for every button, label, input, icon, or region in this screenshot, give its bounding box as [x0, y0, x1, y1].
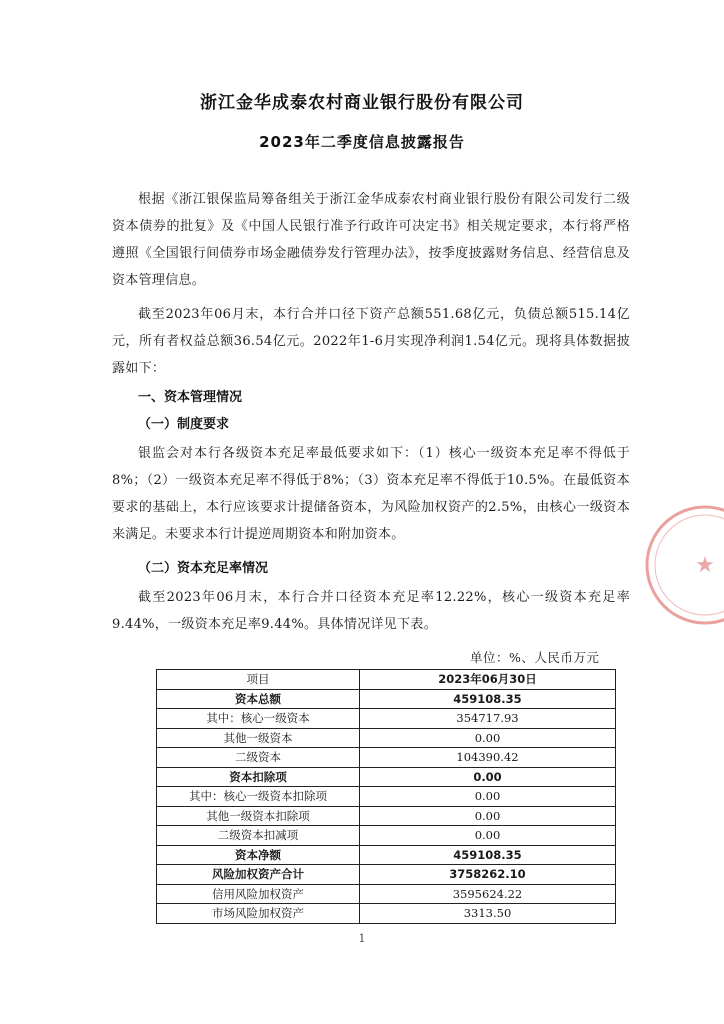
row-label: 二级资本扣减项	[157, 826, 360, 846]
table-row	[157, 748, 616, 768]
row-value: 0.00	[360, 787, 616, 807]
page-number: 1	[358, 932, 366, 945]
row-label: 资本总额	[157, 689, 360, 709]
row-label: 二级资本	[157, 748, 360, 768]
subsection-heading-requirements: （一）制度要求	[138, 417, 230, 432]
requirements-paragraph: 银监会对本行各级资本充足率最低要求如下：（1）核心一级资本充足率不得低于8%；（2）一级资本充足率不得低于8%；（3）资本充足率不得低于10.5%。在最低资本要求的基础上，本行应该要求计提储备资本，为风险加权资产的2.5%，由核心一级资本来满足。未要求本行计提逆周期资本和附加资本。	[112, 446, 630, 542]
row-value: 3595624.22	[360, 884, 616, 904]
row-label: 其中：核心一级资本	[157, 709, 360, 729]
document-title: 浙江金华成泰农村商业银行股份有限公司	[200, 93, 524, 113]
table-row	[157, 728, 616, 748]
row-value: 104390.42	[360, 748, 616, 768]
table-header-cell: 2023年06月30日	[360, 670, 616, 690]
row-label: 资本扣除项	[157, 767, 360, 787]
table-row	[157, 806, 616, 826]
table-row	[157, 787, 616, 807]
svg-text:★: ★	[695, 553, 715, 578]
subsection-heading-adequacy: （二）资本充足率情况	[138, 561, 269, 576]
table-row	[157, 767, 616, 787]
row-label: 信用风险加权资产	[157, 884, 360, 904]
adequacy-paragraph: 截至2023年06月末，本行合并口径资本充足率12.22%，核心一级资本充足率9.44%，一级资本充足率9.44%。具体情况详见下表。	[112, 590, 630, 632]
row-label: 市场风险加权资产	[157, 904, 360, 924]
table-header-cell: 项目	[157, 670, 360, 690]
unit-note: 单位：%、人民币万元	[470, 650, 600, 665]
table-row	[157, 689, 616, 709]
section-heading-capital-management: 一、资本管理情况	[138, 390, 243, 405]
row-value: 0.00	[360, 826, 616, 846]
row-label: 资本净额	[157, 845, 360, 865]
table-row	[157, 865, 616, 885]
row-label: 其中：核心一级资本扣除项	[157, 787, 360, 807]
intro-paragraph: 根据《浙江银保监局筹备组关于浙江金华成泰农村商业银行股份有限公司发行二级资本债券的批复》及《中国人民银行准予行政许可决定书》相关规定要求，本行将严格遵照《全国银行间债券市场金融债券发行管理办法》，按季度披露财务信息、经营信息及资本管理信息。	[112, 192, 630, 288]
row-value: 3313.50	[360, 904, 616, 924]
row-value: 0.00	[360, 767, 616, 787]
document-subtitle: 2023年二季度信息披露报告	[259, 133, 465, 151]
row-value: 459108.35	[360, 845, 616, 865]
table-row	[157, 884, 616, 904]
row-label: 风险加权资产合计	[157, 865, 360, 885]
table-row	[157, 904, 616, 924]
row-value: 459108.35	[360, 689, 616, 709]
table-row	[157, 826, 616, 846]
row-value: 354717.93	[360, 709, 616, 729]
row-label: 其他一级资本扣除项	[157, 806, 360, 826]
row-value: 0.00	[360, 728, 616, 748]
row-label: 其他一级资本	[157, 728, 360, 748]
summary-paragraph: 截至2023年06月末，本行合并口径下资产总额551.68亿元，负债总额515.14亿元，所有者权益总额36.54亿元。2022年1-6月实现净利润1.54亿元。现将具体数据披露如下：	[112, 307, 630, 376]
bank-seal-stamp	[640, 500, 724, 630]
table-header-row	[157, 670, 616, 690]
table-row	[157, 709, 616, 729]
capital-table	[156, 669, 616, 924]
row-value: 3758262.10	[360, 865, 616, 885]
table-row	[157, 845, 616, 865]
row-value: 0.00	[360, 806, 616, 826]
